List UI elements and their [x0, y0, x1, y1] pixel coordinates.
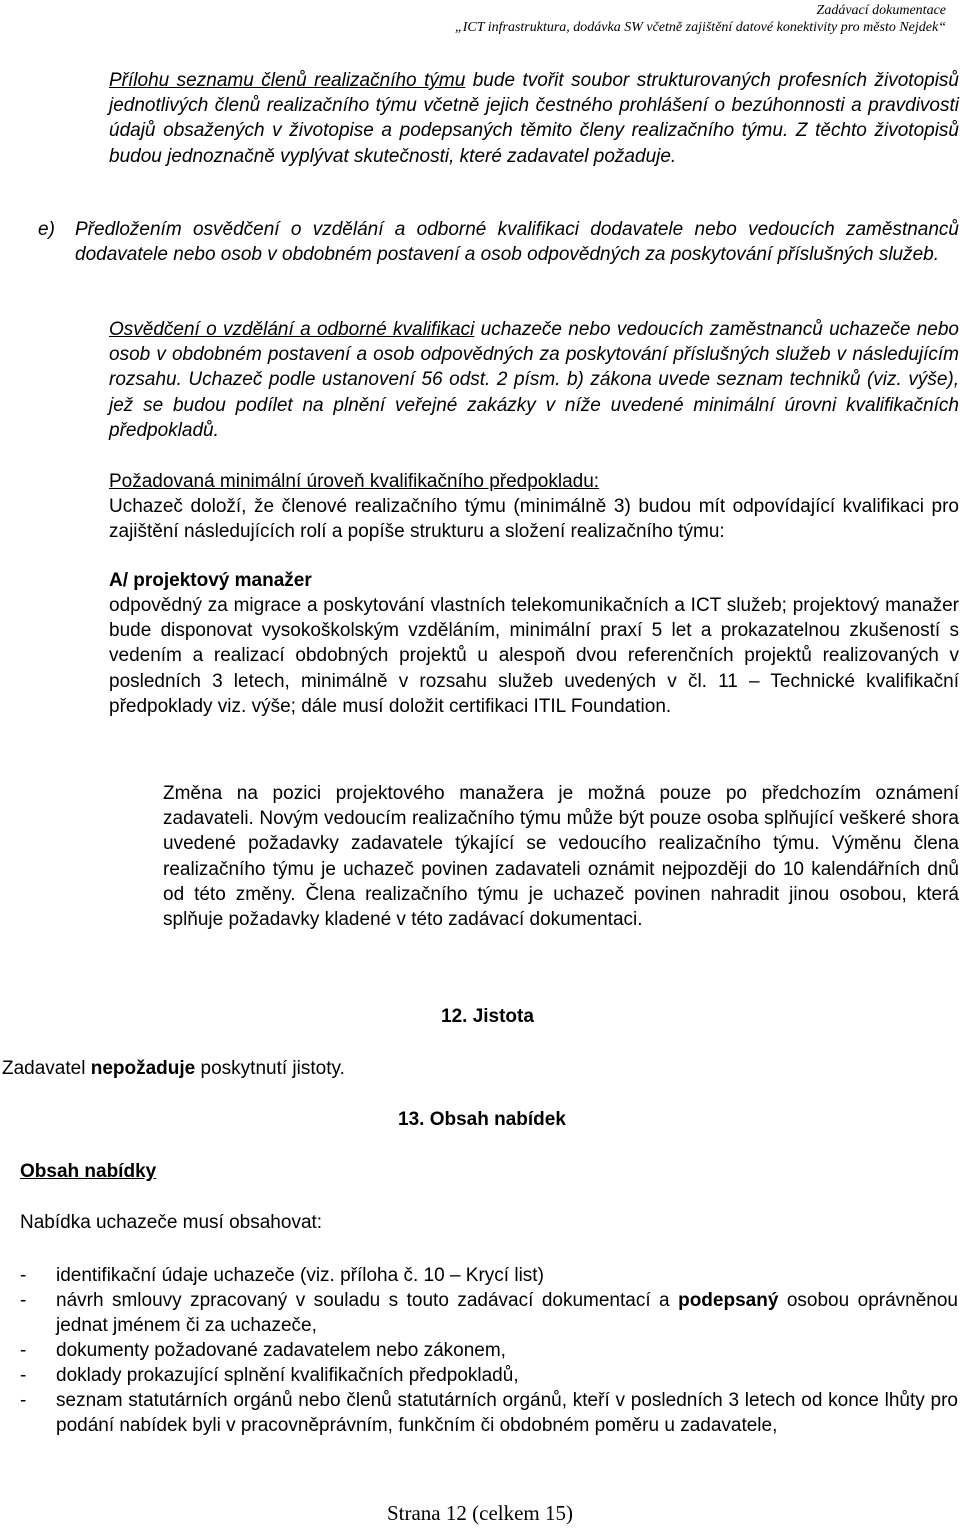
- project-manager-paragraph: odpovědný za migrace a poskytování vlastních telekomunikačních a ICT služeb; projektový manažer bude disponovat vysokoškolským vzděláním, minimální praxí 5 let a prokazatelnou zkušeností s vedením a realizací obdobných projektů u alespoň dvou referenčních projektů realizovaných v posledních 3 letech, minimálně v rozsahu služeb uvedených v čl. 11 – Technické kvalifikační předpoklady viz. výše; dále musí doložit certifikaci ITIL Foundation.: [109, 595, 959, 717]
- list-item-text-bold: podepsaný: [678, 1290, 779, 1311]
- list-bullet: -: [20, 1365, 27, 1386]
- certificate-paragraph: [109, 317, 959, 443]
- guarantee-text-after: poskytnutí jistoty.: [195, 1058, 345, 1079]
- minimal-level-text: Uchazeč doloží, že členové realizačního týmu (minimálně 3) budou mít odpovídající kvalifikaci pro zajištění následujících rolí a popíše strukturu a složení realizačního týmu:: [109, 496, 959, 543]
- list-item-text: [56, 1288, 958, 1338]
- offer-content-subheading: Obsah nabídky: [20, 1161, 157, 1182]
- section-12-heading: 12. Jistota: [441, 1006, 534, 1027]
- document-header-title: Zadávací dokumentace: [816, 3, 946, 18]
- offer-content-lead: Nabídka uchazeče musí obsahovat:: [20, 1212, 323, 1233]
- list-item-text-part: osobou oprávněnou jednat jménem či za uchazeče,: [56, 1290, 959, 1337]
- intro-text: bude tvořit soubor strukturovaných profesních životopisů jednotlivých členů realizačního týmu včetně jejich čestného prohlášení o bezúhonnosti a pravdivosti údajů obsažených v životopise a podepsaných těmito členy realizačního týmu. Z těchto životopisů budou jednoznačně vyplývat skutečnosti, které zadavatel požaduje.: [109, 70, 959, 167]
- item-e-marker: e): [38, 219, 55, 240]
- section-13-heading: 13. Obsah nabídek: [398, 1109, 566, 1130]
- list-item-text: seznam statutárních orgánů nebo členů statutárních orgánů, kteří v posledních 3 letech od konce lhůty pro podání nabídek byli v pracovněprávním, funkčním či obdobném poměru u zadavatele,: [56, 1390, 958, 1437]
- guarantee-text-before: Zadavatel: [2, 1058, 91, 1079]
- list-bullet: -: [20, 1390, 27, 1411]
- guarantee-statement: [2, 1058, 345, 1080]
- list-item-text: identifikační údaje uchazeče (viz. příloha č. 10 – Krycí list): [56, 1265, 544, 1286]
- item-e-paragraph: Předložením osvědčení o vzdělání a odborné kvalifikaci dodavatele nebo vedoucích zaměstnanců dodavatele nebo osob v obdobném postavení a osob odpovědných za poskytování příslušných služeb.: [75, 219, 959, 266]
- list-item-text: dokumenty požadované zadavatelem nebo zákonem,: [56, 1340, 506, 1361]
- intro-underlined-text: Přílohu seznamu členů realizačního týmu: [109, 70, 466, 91]
- minimal-level-heading: Požadovaná minimální úroveň kvalifikačního předpokladu:: [109, 471, 600, 492]
- list-item-text: doklady prokazující splnění kvalifikačních předpokladů,: [56, 1365, 519, 1386]
- page-number-footer: Strana 12 (celkem 15): [386, 1501, 574, 1525]
- minimal-level-paragraph: [109, 469, 959, 545]
- guarantee-text-bold: nepožaduje: [90, 1058, 196, 1079]
- document-header-subtitle: „ICT infrastruktura, dodávka SW včetně zajištění datové konektivity pro město Nejdek“: [454, 20, 946, 35]
- list-bullet: -: [20, 1265, 27, 1286]
- list-bullet: -: [20, 1290, 27, 1311]
- certificate-underlined-text: Osvědčení o vzdělání a odborné kvalifikaci: [109, 319, 475, 340]
- manager-change-paragraph: Změna na pozici projektového manažera je možná pouze po předchozím oznámení zadavateli. Novým vedoucím realizačního týmu může být pouze osoba splňující veškeré shora uvedené požadavky zadavatele týkající se vedoucího realizačního týmu. Výměnu člena realizačního týmu je uchazeč povinen zadavateli oznámit nejpozději do 10 kalendářních dnů od této změny. Člena realizačního týmu je uchazeč povinen nahradit jinou osobou, která splňuje požadavky kladené v této zadávací dokumentaci.: [163, 783, 959, 931]
- intro-paragraph: [109, 68, 959, 169]
- list-item-text-part: návrh smlouvy zpracovaný v souladu s touto zadávací dokumentací a: [56, 1290, 679, 1311]
- certificate-text: uchazeče nebo vedoucích zaměstnanců uchazeče nebo osob v obdobném postavení a osob odpovědných za poskytování příslušných služeb v následujícím rozsahu. Uchazeč podle ustanovení 56 odst. 2 písm. b) zákona uvede seznam techniků (viz. výše), jež se budou podílet na plnění veřejné zakázky v níže uvedené minimální úrovni kvalifikačních předpokladů.: [109, 319, 959, 441]
- project-manager-heading: A/ projektový manažer: [109, 570, 312, 591]
- list-bullet: -: [20, 1340, 27, 1361]
